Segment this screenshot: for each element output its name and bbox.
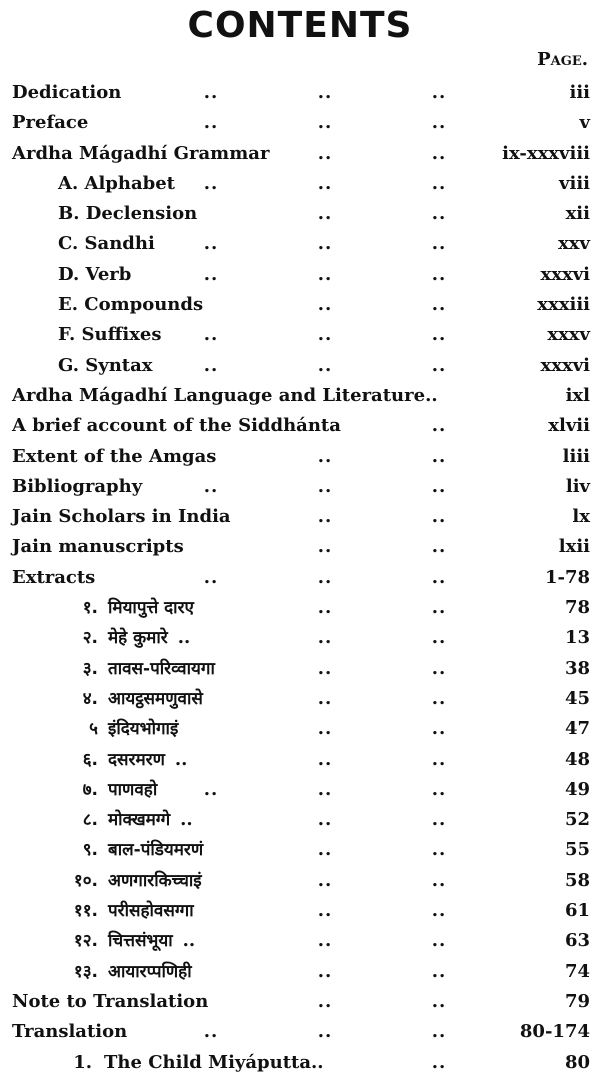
entry-number: ३. bbox=[82, 658, 98, 679]
entry-title: A brief account of the Siddhánta bbox=[12, 415, 341, 437]
entry-page-number: 79 bbox=[564, 990, 590, 1012]
toc-entry bbox=[0, 623, 600, 653]
dot-leader: .. .. bbox=[317, 294, 447, 316]
entry-page-number: xxxvi bbox=[540, 354, 590, 376]
toc-entry bbox=[0, 532, 600, 562]
entry-page-number: 13 bbox=[564, 627, 590, 649]
entry-number: ११. bbox=[73, 901, 98, 922]
toc-entry bbox=[0, 381, 600, 411]
entry-number: ४. bbox=[82, 688, 98, 709]
toc-entry bbox=[0, 957, 600, 987]
dot-leader: .. .. .. bbox=[203, 324, 447, 346]
toc-entry bbox=[0, 654, 600, 684]
entry-title: F. Suffixes bbox=[58, 324, 162, 346]
entry-page-number: xlvii bbox=[548, 415, 590, 437]
entry-number: ८. bbox=[82, 810, 98, 831]
toc-entry bbox=[0, 714, 600, 744]
entry-title: Jain manuscripts bbox=[12, 536, 184, 558]
entry-page-number: ix-xxxviii bbox=[502, 142, 590, 164]
entry-title: B. Declension bbox=[58, 203, 198, 225]
entry-page-number: 63 bbox=[564, 930, 590, 952]
entry-page-number: 61 bbox=[564, 900, 590, 922]
entry-page-number: iii bbox=[569, 82, 590, 103]
toc-entry bbox=[0, 1048, 600, 1078]
dot-leader: .. .. bbox=[317, 627, 447, 649]
toc-entry bbox=[0, 108, 600, 138]
entry-page-number: ixl bbox=[565, 384, 590, 406]
entry-page-number: 49 bbox=[564, 778, 590, 800]
entry-title: ९. बाल-पंडियमरणं bbox=[58, 835, 203, 865]
dot-leader: .. .. bbox=[317, 869, 447, 891]
toc-entry bbox=[0, 229, 600, 259]
dot-leader: .. .. .. bbox=[203, 1021, 447, 1043]
entry-page-number: 47 bbox=[564, 718, 590, 740]
entry-title: Bibliography bbox=[12, 475, 143, 497]
toc-entry bbox=[0, 896, 600, 926]
toc-entry bbox=[0, 442, 600, 472]
entry-title: Extent of the Amgas bbox=[12, 445, 217, 467]
entry-page-number: 78 bbox=[564, 597, 590, 619]
toc-entry bbox=[0, 290, 600, 320]
entry-number: १३. bbox=[73, 961, 98, 982]
entry-title: G. Syntax bbox=[58, 354, 153, 376]
entry-page-number: 48 bbox=[564, 748, 590, 770]
entry-page-number: xxxiii bbox=[537, 294, 590, 316]
entry-page-number: 74 bbox=[564, 960, 590, 982]
dot-leader: .. .. .. bbox=[203, 112, 447, 134]
entry-title: ६. दसरमरण .. bbox=[58, 745, 187, 775]
entry-title: १३. आयारप्पणिही bbox=[58, 957, 192, 987]
entry-number: ६. bbox=[82, 749, 98, 770]
entry-title: Translation bbox=[12, 1021, 128, 1043]
dot-leader: .. .. bbox=[317, 748, 447, 770]
dot-leader: .. .. bbox=[317, 597, 447, 619]
entry-number: १. bbox=[82, 598, 98, 619]
entry-page-number: viii bbox=[559, 172, 590, 194]
dot-leader: .. .. .. bbox=[203, 566, 447, 588]
entry-title: ७. पाणवहो bbox=[58, 775, 157, 805]
entry-page-number: 80-174 bbox=[519, 1021, 590, 1043]
page-title: CONTENTS bbox=[187, 5, 413, 46]
entry-page-number: 45 bbox=[564, 687, 590, 709]
entry-page-number: liii bbox=[562, 445, 590, 467]
entry-number: २. bbox=[82, 628, 98, 649]
toc-entry bbox=[0, 926, 600, 956]
entry-page-number: v bbox=[579, 112, 590, 134]
dot-leader: .. .. bbox=[317, 839, 447, 861]
entry-title: १०. अणगारकिच्चाइं bbox=[58, 866, 202, 896]
entry-number: ७. bbox=[82, 779, 98, 800]
entry-title: 1. The Child Miyáputta.. bbox=[62, 1048, 324, 1078]
dot-leader: .. .. .. bbox=[203, 263, 447, 285]
toc-entry bbox=[0, 351, 600, 381]
entry-page-number: lx bbox=[572, 506, 590, 528]
dot-leader: .. bbox=[431, 1051, 447, 1073]
entry-page-number: liv bbox=[565, 475, 590, 497]
entry-title: Ardha Mágadhí Grammar bbox=[12, 142, 270, 164]
dot-leader: .. bbox=[431, 415, 447, 437]
entry-title: Extracts bbox=[12, 566, 96, 588]
dot-leader: .. .. bbox=[317, 657, 447, 679]
entry-title: ११. परीसहोवसग्गा bbox=[58, 896, 194, 926]
entry-page-number: xxxv bbox=[547, 324, 590, 346]
entry-page-number: 55 bbox=[564, 839, 590, 861]
dot-leader: .. .. bbox=[317, 536, 447, 558]
entry-number: ५ bbox=[89, 719, 98, 740]
dot-leader: .. .. bbox=[317, 900, 447, 922]
dot-leader: .. .. .. bbox=[203, 172, 447, 194]
entry-title: Dedication bbox=[12, 82, 122, 103]
entry-page-number: lxii bbox=[558, 536, 590, 558]
entry-title: ८. मोक्खमग्गे .. bbox=[58, 805, 193, 835]
entry-page-number: xii bbox=[565, 203, 590, 225]
entry-page-number: 38 bbox=[564, 657, 590, 679]
entry-title: १. मियापुत्ते दारए bbox=[58, 593, 194, 623]
dot-leader: .. .. bbox=[317, 990, 447, 1012]
toc-entry bbox=[0, 169, 600, 199]
page-column-heading: Page. bbox=[537, 49, 588, 70]
entry-title: Jain Scholars in India bbox=[12, 506, 231, 528]
dot-leader: .. .. .. bbox=[203, 778, 447, 800]
entry-title: Preface bbox=[12, 112, 89, 134]
toc-entry bbox=[0, 805, 600, 835]
entry-title: C. Sandhi bbox=[58, 233, 155, 255]
toc-entry bbox=[0, 320, 600, 350]
toc-entry bbox=[0, 199, 600, 229]
toc-entry bbox=[0, 866, 600, 896]
dot-leader: .. .. bbox=[317, 960, 447, 982]
toc-entry bbox=[0, 835, 600, 865]
toc-entry bbox=[0, 1017, 600, 1047]
toc-entry bbox=[0, 139, 600, 169]
toc-entry bbox=[0, 775, 600, 805]
entry-number: ९. bbox=[82, 840, 98, 861]
dot-leader: .. .. bbox=[317, 445, 447, 467]
dot-leader: .. .. .. bbox=[203, 233, 447, 255]
entry-title: Note to Translation bbox=[12, 990, 209, 1012]
dot-leader: .. .. bbox=[317, 203, 447, 225]
toc-entry bbox=[0, 745, 600, 775]
dot-leader: .. .. bbox=[317, 809, 447, 831]
dot-leader: .. .. .. bbox=[203, 354, 447, 376]
dot-leader: .. .. bbox=[317, 930, 447, 952]
entry-number: 1. bbox=[73, 1051, 92, 1073]
toc-entry bbox=[0, 78, 600, 108]
toc-entry bbox=[0, 593, 600, 623]
toc-entry bbox=[0, 411, 600, 441]
entry-title: ४. आयट्ठसमणुवासे bbox=[58, 684, 203, 714]
entry-title: D. Verb bbox=[58, 263, 132, 285]
entry-title: ३. तावस-परिव्वायगा bbox=[58, 654, 215, 684]
entry-page-number: xxxvi bbox=[540, 263, 590, 285]
dot-leader: .. .. bbox=[317, 687, 447, 709]
entry-number: १२. bbox=[73, 931, 98, 952]
entry-title: १२. चित्तसंभूया .. bbox=[58, 926, 195, 956]
toc-entry bbox=[0, 260, 600, 290]
dot-leader: .. .. bbox=[317, 506, 447, 528]
table-of-contents bbox=[0, 78, 600, 1078]
toc-entry bbox=[0, 502, 600, 532]
entry-title: A. Alphabet bbox=[58, 172, 175, 194]
entry-title: २. मेहे कुमारे .. bbox=[58, 623, 190, 653]
toc-entry bbox=[0, 563, 600, 593]
dot-leader: .. .. .. bbox=[203, 82, 447, 103]
entry-page-number: 1-78 bbox=[544, 566, 590, 588]
toc-entry bbox=[0, 472, 600, 502]
entry-page-number: xxv bbox=[558, 233, 590, 255]
entry-page-number: 52 bbox=[564, 809, 590, 831]
entry-page-number: 80 bbox=[564, 1051, 590, 1073]
toc-entry bbox=[0, 684, 600, 714]
dot-leader: .. .. .. bbox=[203, 475, 447, 497]
entry-page-number: 58 bbox=[564, 869, 590, 891]
entry-number: १०. bbox=[73, 870, 98, 891]
dot-leader: .. .. bbox=[317, 142, 447, 164]
dot-leader: .. .. bbox=[317, 718, 447, 740]
entry-title: Ardha Mágadhí Language and Literature.. bbox=[12, 384, 438, 406]
toc-entry bbox=[0, 987, 600, 1017]
entry-title: E. Compounds bbox=[58, 294, 204, 316]
entry-title: ५ इंदियभोगाइं bbox=[58, 714, 178, 744]
